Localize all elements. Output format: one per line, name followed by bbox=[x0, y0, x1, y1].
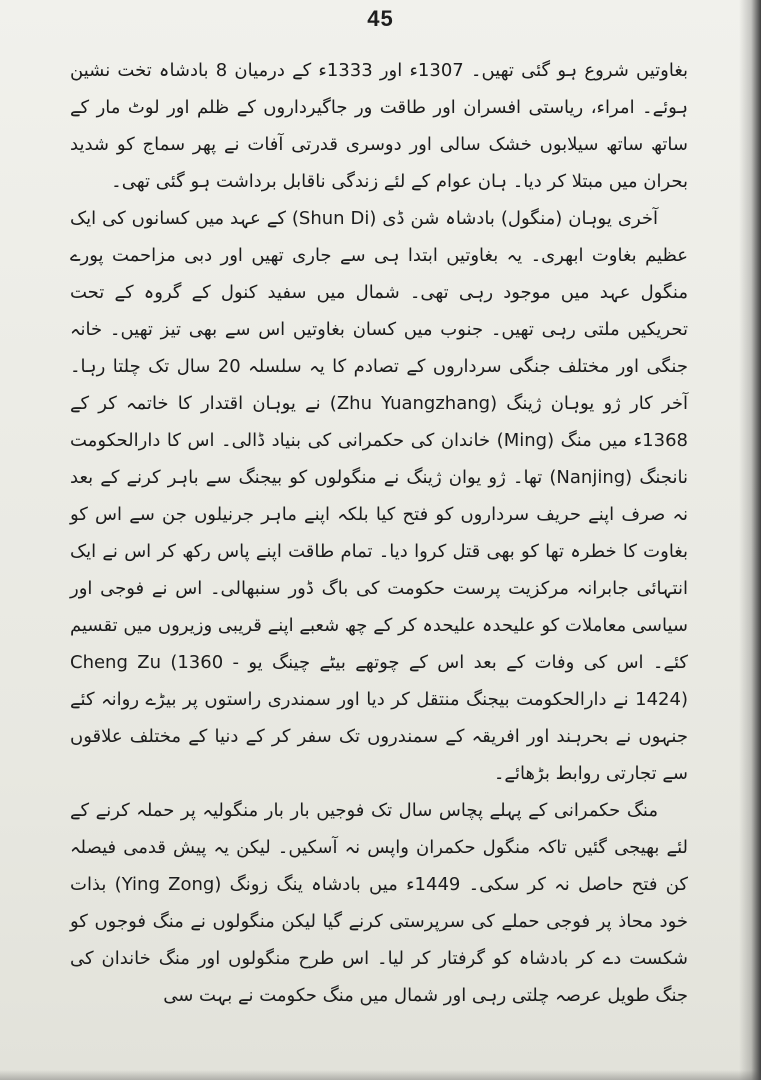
page-number: 45 bbox=[367, 6, 394, 31]
page-bottom-edge bbox=[0, 1070, 761, 1080]
paragraph: آخری یوہان (منگول) بادشاہ شن ڈی (Shun Di) کے عہد میں کسانوں کی ایک عظیم بغاوت ابھری۔ یہ بغاوتیں ابتدا ہی سے جاری تھیں اور دبی مزاحمت پورے منگول عہد میں موجود رہی تھی۔ شمال میں سفید کنول کے گروہ کے تحت تحریکیں ملتی رہی تھیں۔ جنوب میں کسان بغاوتیں اس سے بھی تیز تھیں۔ خانہ جنگی اور مختلف جنگی سرداروں کے تصادم کا یہ سلسلہ 20 سال تک چلتا رہا۔ آخر کار ژو یوہان ژینگ (Zhu Yuangzhang) نے یوہان اقتدار کا خاتمہ کر کے 1368ء میں منگ (Ming) خاندان کی حکمرانی کی بنیاد ڈالی۔ اس کا دارالحکومت نانجنگ (Nanjing) تھا۔ ژو یوان ژینگ نے منگولوں کو بیجنگ سے باہر کرنے کے بعد نہ صرف اپنے حریف سرداروں کو فتح کیا بلکہ اپنے ماہر جرنیلوں جن سے اس کو بغاوت کا خطرہ تھا کو بھی قتل کروا دیا۔ تمام طاقت اپنے پاس رکھ کر اس نے ایک انتہائی جابرانہ مرکزیت پرست حکومت کی باگ ڈور سنبھالی۔ اس نے فوجی اور سیاسی معاملات کو علیحدہ علیحدہ کر کے چھ شعبے اپنے قریبی وزیروں میں تقسیم کئے۔ اس کی وفات کے بعد اس کے چوتھے بیٹے چینگ یو Cheng Zu (1360 - 1424) نے دارالحکومت بیجنگ منتقل کر دیا اور سمندری راستوں پر بیڑے روانہ کئے جنہوں نے بحرہند اور افریقہ کے سمندروں تک سفر کر کے دنیا کے مختلف علاقوں سے تجارتی روابط بڑھائے۔ bbox=[70, 208, 688, 784]
page-edge-shadow bbox=[739, 0, 761, 1080]
paragraph: بغاوتیں شروع ہو گئی تھیں۔ 1307ء اور 1333ء کے درمیان 8 بادشاہ تخت نشین ہوئے۔ امراء، ریاستی افسران اور طاقت ور جاگیرداروں کے ظلم اور لوٹ مار کے ساتھ ساتھ سیلابوں خشک سالی اور دوسری قدرتی آفات نے پھر سماج کو شدید بحران میں مبتلا کر دیا۔ ہان عوام کے لئے زندگی ناقابل برداشت ہو گئی تھی۔ bbox=[70, 60, 689, 192]
paragraph: منگ حکمرانی کے پہلے پچاس سال تک فوجیں بار بار منگولیہ پر حملہ کرنے کے لئے بھیجی گئیں تاکہ منگول حکمران واپس نہ آسکیں۔ لیکن یہ پیش قدمی فیصلہ کن فتح حاصل نہ کر سکی۔ 1449ء میں بادشاہ ینگ زونگ (Ying Zong) بذات خود محاذ پر فوجی حملے کی سرپرستی کرنے گیا لیکن منگولوں نے منگ فوجوں کو شکست دے کر بادشاہ کو گرفتار کر لیا۔ اس طرح منگولوں اور منگ خاندان کی جنگ طویل عرصہ چلتی رہی اور شمال میں منگ حکومت نے بہت سی bbox=[70, 800, 688, 1006]
body-text bbox=[70, 52, 688, 1014]
